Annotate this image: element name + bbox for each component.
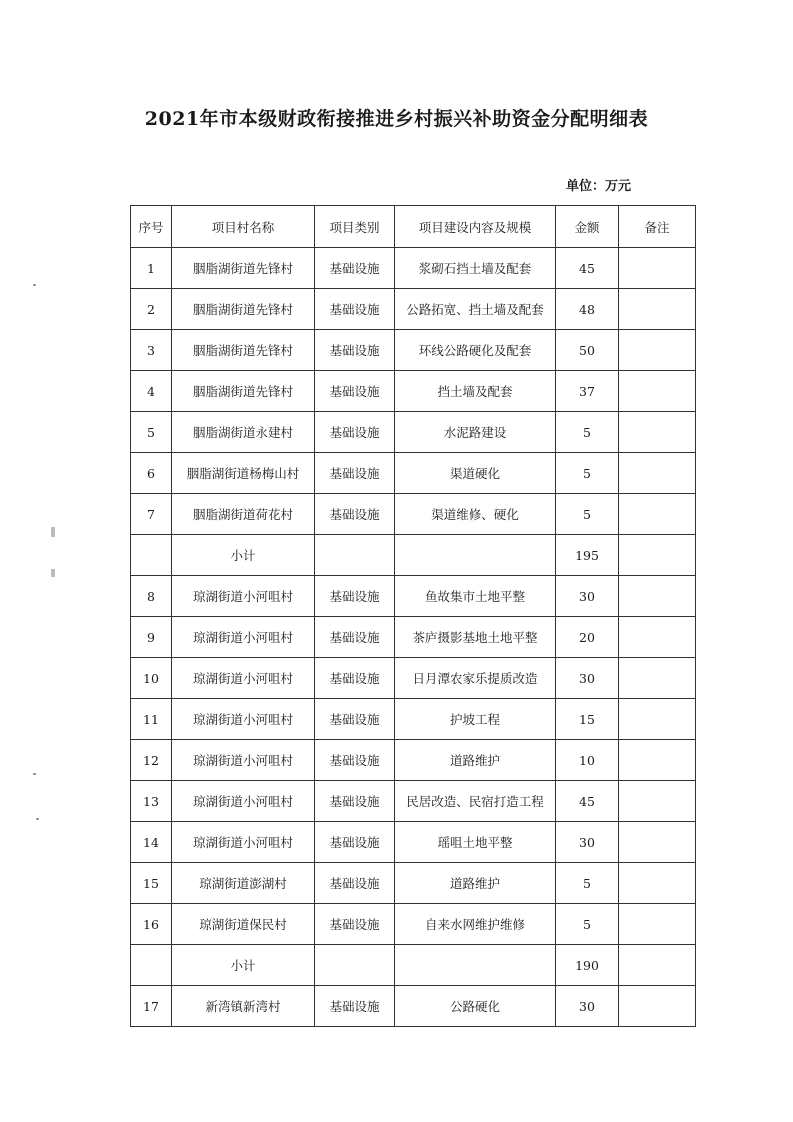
amount-cell: 10	[556, 740, 619, 781]
header-amount: 金额	[556, 206, 619, 248]
village-name-cell: 胭脂湖街道先锋村	[172, 330, 315, 371]
note-cell	[619, 781, 696, 822]
village-name-cell: 小计	[172, 535, 315, 576]
table-row	[131, 863, 696, 904]
header-note: 备注	[619, 206, 696, 248]
note-cell	[619, 986, 696, 1027]
note-cell	[619, 248, 696, 289]
project-content-cell: 护坡工程	[395, 699, 556, 740]
scan-artifact	[33, 284, 36, 286]
header-no: 序号	[131, 206, 172, 248]
village-name-cell: 胭脂湖街道荷花村	[172, 494, 315, 535]
table-row	[131, 781, 696, 822]
project-content-cell: 道路维护	[395, 863, 556, 904]
project-category-cell: 基础设施	[315, 371, 395, 412]
village-name-cell: 胭脂湖街道永建村	[172, 412, 315, 453]
table-row	[131, 289, 696, 330]
note-cell	[619, 822, 696, 863]
row-number-cell	[131, 945, 172, 986]
amount-cell: 30	[556, 576, 619, 617]
project-content-cell	[395, 535, 556, 576]
village-name-cell: 胭脂湖街道杨梅山村	[172, 453, 315, 494]
note-cell	[619, 945, 696, 986]
project-category-cell: 基础设施	[315, 740, 395, 781]
scan-artifact	[51, 569, 55, 577]
header-village: 项目村名称	[172, 206, 315, 248]
table-row	[131, 453, 696, 494]
project-content-cell: 道路维护	[395, 740, 556, 781]
note-cell	[619, 453, 696, 494]
table-row	[131, 617, 696, 658]
row-number-cell: 5	[131, 412, 172, 453]
note-cell	[619, 576, 696, 617]
amount-cell: 45	[556, 248, 619, 289]
village-name-cell: 琼湖街道澎湖村	[172, 863, 315, 904]
village-name-cell: 胭脂湖街道先锋村	[172, 248, 315, 289]
allocation-table	[130, 205, 696, 1027]
project-content-cell: 自来水网维护维修	[395, 904, 556, 945]
amount-cell: 45	[556, 781, 619, 822]
project-category-cell: 基础设施	[315, 576, 395, 617]
scan-artifact	[33, 773, 36, 775]
project-category-cell: 基础设施	[315, 453, 395, 494]
project-content-cell: 挡土墙及配套	[395, 371, 556, 412]
village-name-cell: 琼湖街道小河咀村	[172, 781, 315, 822]
project-category-cell: 基础设施	[315, 330, 395, 371]
project-content-cell: 公路拓宽、挡土墙及配套	[395, 289, 556, 330]
scan-artifact	[51, 527, 55, 537]
row-number-cell: 12	[131, 740, 172, 781]
row-number-cell: 4	[131, 371, 172, 412]
project-content-cell: 浆砌石挡土墙及配套	[395, 248, 556, 289]
note-cell	[619, 863, 696, 904]
row-number-cell: 6	[131, 453, 172, 494]
village-name-cell: 胭脂湖街道先锋村	[172, 371, 315, 412]
table-row	[131, 740, 696, 781]
subtotal-row	[131, 535, 696, 576]
table-row	[131, 330, 696, 371]
amount-cell: 190	[556, 945, 619, 986]
project-category-cell: 基础设施	[315, 412, 395, 453]
project-category-cell: 基础设施	[315, 617, 395, 658]
table-row	[131, 371, 696, 412]
unit-label: 单位：万元	[566, 179, 632, 194]
table-row	[131, 248, 696, 289]
project-content-cell: 环线公路硬化及配套	[395, 330, 556, 371]
note-cell	[619, 330, 696, 371]
table-row	[131, 494, 696, 535]
project-category-cell: 基础设施	[315, 494, 395, 535]
village-name-cell: 小计	[172, 945, 315, 986]
project-category-cell: 基础设施	[315, 289, 395, 330]
amount-cell: 15	[556, 699, 619, 740]
row-number-cell: 17	[131, 986, 172, 1027]
project-category-cell: 基础设施	[315, 904, 395, 945]
row-number-cell: 7	[131, 494, 172, 535]
amount-cell: 30	[556, 822, 619, 863]
village-name-cell: 琼湖街道保民村	[172, 904, 315, 945]
amount-cell: 30	[556, 658, 619, 699]
row-number-cell: 1	[131, 248, 172, 289]
note-cell	[619, 412, 696, 453]
table-row	[131, 986, 696, 1027]
amount-cell: 48	[556, 289, 619, 330]
amount-cell: 5	[556, 904, 619, 945]
table-row	[131, 904, 696, 945]
amount-cell: 20	[556, 617, 619, 658]
project-category-cell: 基础设施	[315, 986, 395, 1027]
row-number-cell: 9	[131, 617, 172, 658]
village-name-cell: 琼湖街道小河咀村	[172, 658, 315, 699]
row-number-cell: 3	[131, 330, 172, 371]
table-row	[131, 658, 696, 699]
amount-cell: 50	[556, 330, 619, 371]
row-number-cell: 10	[131, 658, 172, 699]
note-cell	[619, 617, 696, 658]
project-content-cell: 渠道硬化	[395, 453, 556, 494]
amount-cell: 5	[556, 494, 619, 535]
table-row	[131, 576, 696, 617]
project-category-cell	[315, 535, 395, 576]
village-name-cell: 琼湖街道小河咀村	[172, 617, 315, 658]
table-row	[131, 412, 696, 453]
header-category: 项目类别	[315, 206, 395, 248]
project-content-cell: 民居改造、民宿打造工程	[395, 781, 556, 822]
row-number-cell: 2	[131, 289, 172, 330]
note-cell	[619, 904, 696, 945]
village-name-cell: 琼湖街道小河咀村	[172, 699, 315, 740]
project-category-cell	[315, 945, 395, 986]
note-cell	[619, 535, 696, 576]
amount-cell: 37	[556, 371, 619, 412]
project-content-cell: 公路硬化	[395, 986, 556, 1027]
village-name-cell: 新湾镇新湾村	[172, 986, 315, 1027]
note-cell	[619, 699, 696, 740]
table-row	[131, 699, 696, 740]
project-content-cell: 渠道维修、硬化	[395, 494, 556, 535]
amount-cell: 195	[556, 535, 619, 576]
table-header-row	[131, 206, 696, 248]
amount-cell: 5	[556, 453, 619, 494]
project-category-cell: 基础设施	[315, 863, 395, 904]
row-number-cell: 15	[131, 863, 172, 904]
table-row	[131, 822, 696, 863]
project-content-cell: 鱼故集市土地平整	[395, 576, 556, 617]
village-name-cell: 胭脂湖街道先锋村	[172, 289, 315, 330]
project-category-cell: 基础设施	[315, 781, 395, 822]
project-content-cell: 瑶咀土地平整	[395, 822, 556, 863]
subtotal-row	[131, 945, 696, 986]
project-content-cell: 日月潭农家乐提质改造	[395, 658, 556, 699]
note-cell	[619, 494, 696, 535]
project-content-cell	[395, 945, 556, 986]
amount-cell: 30	[556, 986, 619, 1027]
row-number-cell: 8	[131, 576, 172, 617]
row-number-cell: 13	[131, 781, 172, 822]
row-number-cell	[131, 535, 172, 576]
document-title: 2021年市本级财政衔接推进乡村振兴补助资金分配明细表	[144, 108, 649, 130]
project-category-cell: 基础设施	[315, 822, 395, 863]
header-content: 项目建设内容及规模	[395, 206, 556, 248]
village-name-cell: 琼湖街道小河咀村	[172, 576, 315, 617]
row-number-cell: 16	[131, 904, 172, 945]
project-category-cell: 基础设施	[315, 658, 395, 699]
village-name-cell: 琼湖街道小河咀村	[172, 740, 315, 781]
project-content-cell: 茶庐摄影基地土地平整	[395, 617, 556, 658]
project-category-cell: 基础设施	[315, 248, 395, 289]
row-number-cell: 14	[131, 822, 172, 863]
scan-artifact	[36, 818, 39, 820]
project-category-cell: 基础设施	[315, 699, 395, 740]
project-content-cell: 水泥路建设	[395, 412, 556, 453]
row-number-cell: 11	[131, 699, 172, 740]
table-body	[131, 248, 696, 1027]
note-cell	[619, 658, 696, 699]
amount-cell: 5	[556, 412, 619, 453]
note-cell	[619, 740, 696, 781]
village-name-cell: 琼湖街道小河咀村	[172, 822, 315, 863]
note-cell	[619, 289, 696, 330]
amount-cell: 5	[556, 863, 619, 904]
note-cell	[619, 371, 696, 412]
